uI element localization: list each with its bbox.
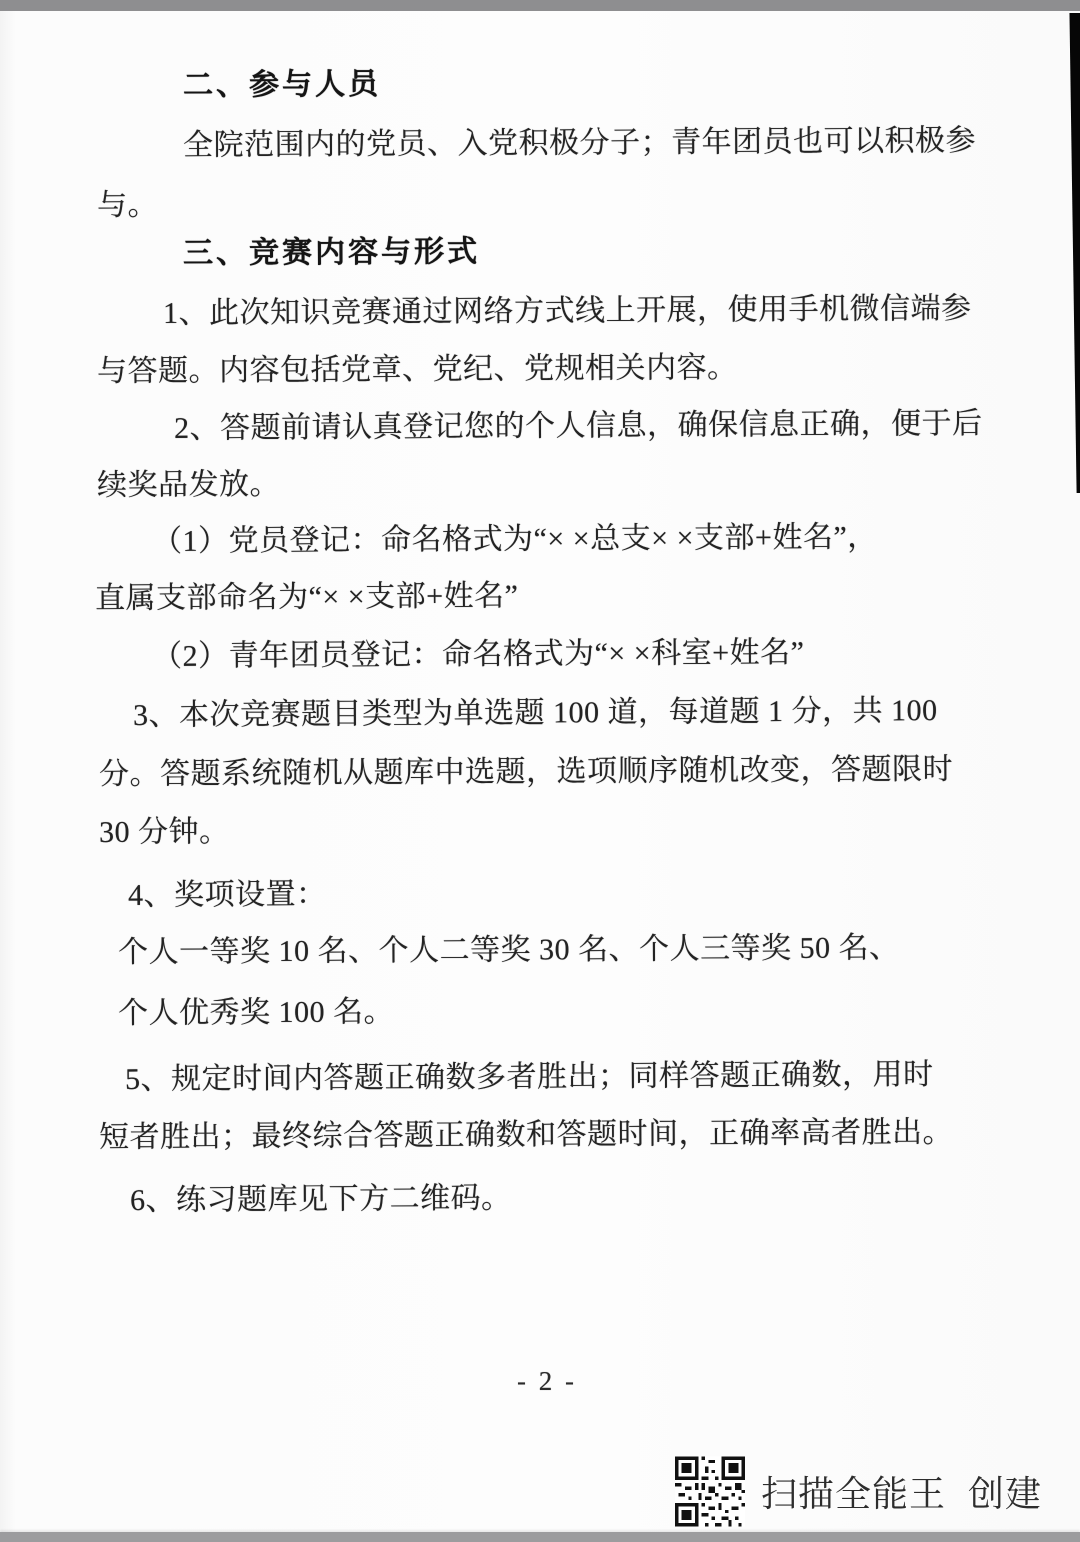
text-line: 3、本次竞赛题目类型为单选题 100 道，每道题 1 分，共 100 [132, 694, 938, 732]
text-line: 直属支部命名为“× ×支部+姓名” [94, 579, 519, 615]
text-line: 30 分钟。 [98, 815, 230, 849]
text-line: 1、此次知识竞赛通过网络方式线上开展，使用手机微信端参 [162, 292, 972, 330]
text-line: 分。答题系统随机从题库中选题，选项顺序随机改变，答题限时 [98, 752, 954, 791]
text-line: 短者胜出；最终综合答题正确数和答题时间，正确率高者胜出。 [98, 1115, 954, 1154]
text-line: 5、规定时间内答题正确数多者胜出；同样答题正确数，用时 [124, 1058, 934, 1096]
page-edge-shadow [1063, 13, 1080, 493]
qr-code-icon [675, 1455, 745, 1528]
text-line: 续奖品发放。 [96, 467, 281, 502]
section-heading: 二、参与人员 [182, 67, 382, 102]
text-line: （1）党员登记：命名格式为“× ×总支× ×支部+姓名”， [151, 520, 878, 558]
section-heading: 三、竞赛内容与形式 [182, 235, 481, 270]
text-line: 6、练习题库见下方二维码。 [129, 1181, 512, 1217]
text-line: （2）青年团员登记：命名格式为“× ×科室+姓名” [151, 636, 805, 673]
text-line: 2、答题前请认真登记您的个人信息，确保信息正确，便于后 [173, 407, 983, 445]
text-line: 个人优秀奖 100 名。 [117, 995, 395, 1030]
watermark-text: 扫描全能王 创建 [761, 1473, 1043, 1514]
text-line: 与。 [96, 188, 159, 222]
text-line: 全院范围内的党员、入党积极分子；青年团员也可以积极参 [182, 124, 977, 162]
camscanner-watermark [675, 1455, 1042, 1528]
scan-edge-bottom [0, 1532, 1080, 1542]
text-line: 个人一等奖 10 名、个人二等奖 30 名、个人三等奖 50 名、 [117, 931, 900, 969]
text-line: 4、奖项设置： [127, 877, 327, 912]
page-number: - 2 - [517, 1366, 577, 1396]
text-line: 与答题。内容包括党章、党纪、党规相关内容。 [96, 351, 738, 388]
scan-edge-top [0, 0, 1080, 11]
